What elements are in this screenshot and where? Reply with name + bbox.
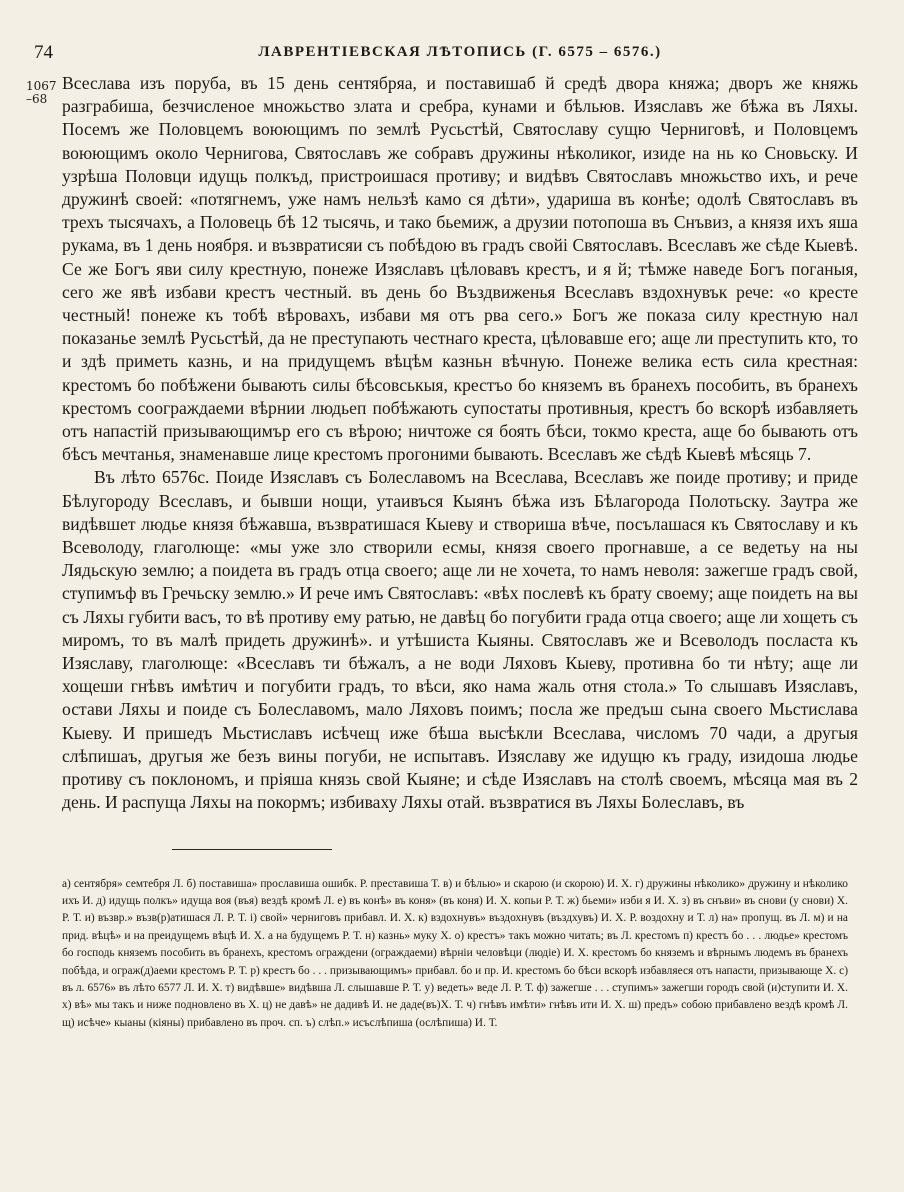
page-header xyxy=(34,40,858,66)
paragraph-1: Всеслава изъ поруба, въ 15 день сентябряа, и поставишаб й средѣ двора княжа; дворъ же княжь разграбиша, безчисленое множьство злата и сребра, кунами и бѣльюв. Изяславъ же бѣжа въ Ляхы. Посемъ же Половцемъ воюющимъ по землѣ Русьстѣй, Святославу сущю Черниговѣ, и Половцемъ воюющимъ около Чернигова, Святославъ же собравъ дружины нѣколикоr, изиде на нь ко Сновьску. И узрѣша Половци идущь полкъд, пристроишася противу; и видѣвъ Святославъ множьство ихъ, и рече дружинѣ своей: «потягнемъ, уже намъ нельзѣ камо ся дѣти», удариша въ конѣе; одолѣ Святославъ въ трехъ тысячахъ, а Половець бѣ 12 тысячь, и тако бьемиж, а друзии потопоша въ Снъвиз, а князя ихъ яша рукама, въ 1 день ноября. и възвратисяи съ побѣдою въ градъ свойі Святославъ. Всеславъ же сѣде Кыевѣ. Се же Богъ яви силу крестную, понеже Изяславъ цѣловавъ крестъ, и я й; тѣмже наведе Богъ поганыя, сего же явѣ избави крестъ честный. въ день бо Въздвиженья Всеславъ вздохнувък рече: «о кресте честный! понеже къ тобѣ вѣровахъ, избави мя отъ рва сего.» Богъ же показа силу крестную нал показанье землѣ Русьстѣй, да не преступають честнаго креста, цѣловавше его; аще ли преступить кто, то и здѣ приметь казнь, и на придущемъ вѣцѣм казньн вѣчную. Понеже велика есть сила крестная: крестомъ бо побѣжени бывають силы бѣсовськыя, крестъо бо княземъ въ бранехъ пособить, въ бранехъ крестомъ соограждаеми вѣрнии людьеп побѣжають супостаты противныя, крестъ бо вскорѣ избавляеть отъ напастій призывающимъp его съ вѣрою; ничтоже ся боять бѣси, токмо креста, аще бо бывають отъ бѣсъ мечтанья, знаменавше лице крестомъ прогоними бывають. Всеславъ же сѣдѣ Кыевѣ мѣсяць 7. xyxy=(62,73,858,465)
running-title: ЛАВРЕНТІЕВСКАЯ ЛѢТОПИСЬ (Г. 6575 – 6576.) xyxy=(258,44,662,60)
page-number: 74 xyxy=(34,42,53,63)
footnotes xyxy=(62,876,858,1033)
paragraph-2: Въ лѣто 6576с. Поиде Изяславъ съ Болеславомъ на Всеслава, Всеславъ же поиде противу; и приде Бѣлугороду Всеславъ, и бывши нощи, утаивъся Кыянъ бѣжа изъ Бѣлагорода Полотьску. Заутра же видѣвшет людье князя бѣжавша, възвратишася Кыеву и створиша вѣче, посълашася къ Святославу и къ Всеволоду, глаголюще: «мы уже зло створили есмы, князя своего прогнавше, а се ведетьу на ны Лядьскую землю; а поидета въ градъ отца своего; аще ли не хочета, то намъ неволя: зажегше градъ свой, ступимъф въ Гречьску землю.» И рече имъ Святославъ: «вѣх послевѣ къ брату своему; аще поидеть на вы съ Ляхы губити васъ, то вѣ противу ему ратью, не давѣц бо погубити града отца своего; аще ли хощеть съ миромъ, то въ малѣ придеть дружинѣ». и утѣшиста Кыяны. Святославъ же и Всеволодъ посласта къ Изяславу, глаголюще: «Всеславъ ти бѣжалъ, а не води Ляховъ Кыеву, противна бо ти нѣту; аще ли хощеши гнѣвъ имѣтич и погубити градъ, то вѣси, яко нама жаль отня стола.» То слышавъ Изяславъ, остави Ляхы и поиде съ Болеславомъ, мало Ляховъ поимъ; посла же предъш сына своего Мьстислава Кыеву. И пришедъ Мьстиславъ исѣчещ иже бѣша высѣкли Всеслава, числомъ 70 чади, а другыя слѣпишаъ, другыя же безъ вины погуби, не испытавъ. Изяславу же идущю къ граду, изидоша людье противу съ поклономъ, и пріяша князь свой Кыяне; и сѣде Изяславъ на столѣ своемъ, мѣсяца мая въ 2 день. И распуща Ляхы на покормъ; избиваху Ляхы отай. възвратися въ Ляхы Болеславъ, въ xyxy=(62,467,858,813)
year-marker: 1067 –68 xyxy=(26,79,57,106)
main-text xyxy=(62,72,858,815)
footnote-divider xyxy=(172,849,332,850)
footnote-text: а) сентября» семтебря Л. б) поставиша» прославиша ошибк. Р. преставиша Т. в) и бѣлью» и скарою (и скорою) И. Х. г) дружины нѣколико» дружину и нѣколико ихъ И. д) идущь полкъ» идуща воя (въя) вездѣ кромѣ Л. е) въ конѣ» въ коня» (въ коня) И. Х. копьи Р. Т. ж) бьеми» изби я И. Х. з) въ снъви» въ снови (у снови) Х. Р. Т. и) възвр.» възв(р)атишася Л. Р. Т. і) свой» черниговъ прибавл. И. Х. к) вздохнувъ» въздохнувъ (въздхувъ) И. Х. Р. воздохну и Т. л) на» пропущ. въ Л. м) и на прид. вѣцѣ» и на преидущемъ вѣцѣ И. Х. а на будущемъ Р. Т. н) казнь» муку Х. о) крестъ» такъ можно читать; въ Л. крестомъ п) крестъ бо . . . людье» крестомъ бо господь княземъ пособить въ бранехъ, крестомъ ограждени (ограждаеми) вѣрніи человѣци (людіе) И. Х. крестомъ бо княземъ и вѣрнымъ людемъ въ бранехъ побѣда, и ограж(д)аеми крестомъ Р. Т. р) крестъ бо . . . призывающимъ» прибавл. бо и пр. И. крестомъ бо бѣси вскорѣ избавляеся отъ напасти, призывающе Х. с) въ л. 6576» въ лѣто 6577 Л. И. Х. т) видѣвше» видѣвша Л. слышавше Р. Т. у) ведеть» веде Л. Р. Т. ф) зажегше . . . ступимъ» зажегши городъ свой (и)ступити И. Х. х) вѣ» мы такъ и ниже подновлено въ Х. ц) не давѣ» не дадивѣ И. не даде(въ)Х. Т. ч) гнѣвъ имѣти» гнѣвъ ити И. Х. ш) предъ» собою прибавлено вездѣ кромѣ Л. щ) исѣче» кыаны (кіяны) прибавлено въ проч. сп. ъ) слѣп.» исъслѣпиша (ослѣпиша) И. Т. xyxy=(62,877,848,1029)
